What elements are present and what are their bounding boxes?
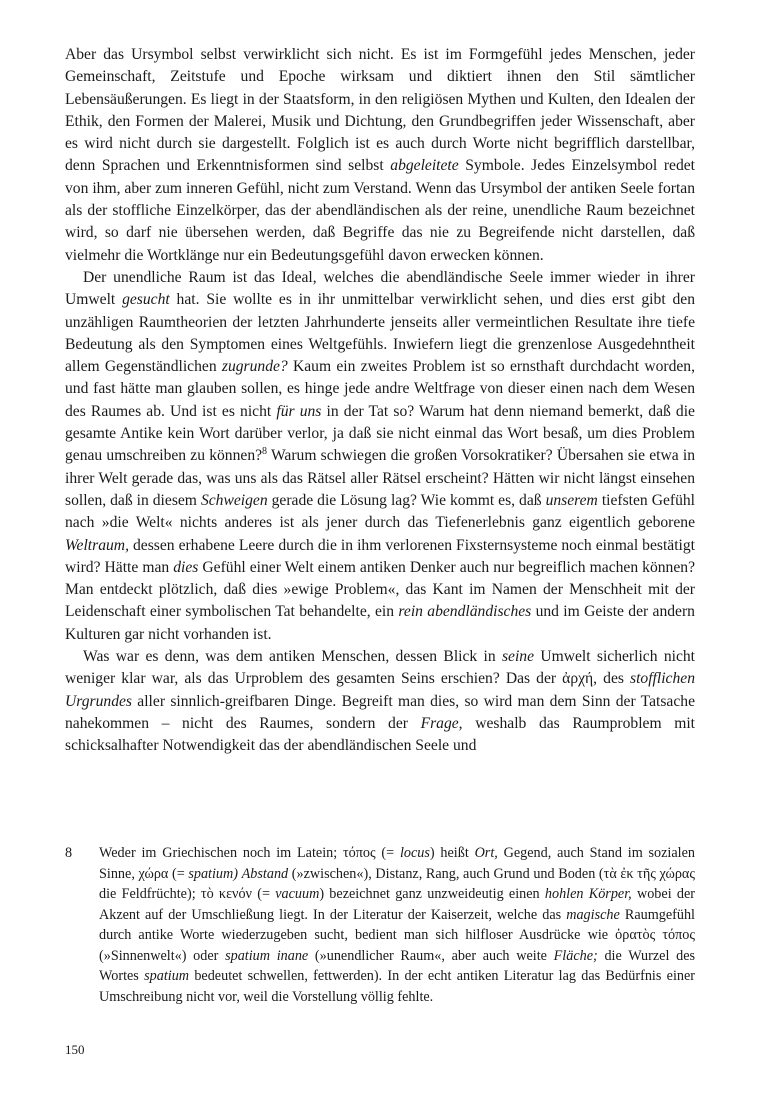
text-run: die Wurzel des Wortes bbox=[99, 947, 696, 984]
emphasis: dies bbox=[173, 558, 199, 576]
text-run: hat. Sie wollte es in ihr unmittelbar verwirklicht sehen, und dies erst gibt den unzähligen Raumtheorien der letzten Jahrhunderte jenseits aller vermeintlichen Resultate ihre tiefe Bedeutung als den Symptomen eines Weltgefühls. Inwiefern liegt die grenzenlose Ausgedehntheit allem Gegenständlichen bbox=[65, 291, 695, 376]
text-run: gerade die Lösung lag? Wie kommt es, daß bbox=[267, 491, 546, 509]
text-run: wobei der Akzent auf der Umschließung liegt. In der Literatur der Kaiserzeit, welche das bbox=[99, 886, 696, 923]
paragraph bbox=[65, 646, 695, 757]
emphasis: vacuum bbox=[275, 886, 320, 902]
emphasis: hohlen Körper, bbox=[544, 886, 632, 902]
emphasis: Schweigen bbox=[200, 491, 268, 509]
text-run: und im Geiste der andern Kulturen gar nicht vorhanden ist. bbox=[65, 603, 695, 643]
footnote-number: 8 bbox=[65, 845, 73, 861]
emphasis: Ort, bbox=[474, 845, 498, 861]
text-run: Raumgefühl durch antike Worte wiederzugeben sucht, bedient man sich hilfloser Ausdrücke wie ὁρατὸς τόπος (»Sinnenwelt«) oder bbox=[99, 906, 696, 964]
emphasis: spatium bbox=[144, 968, 190, 984]
footnote-text bbox=[99, 843, 695, 1007]
text-run: (»zwischen«), Distanz, Rang, auch Grund und Boden (τὰ ἐκ τῆς χώρας die Feldfrüchte); τὸ κενόν (= bbox=[99, 865, 695, 902]
emphasis: rein abendländisches bbox=[398, 603, 532, 621]
footnotes bbox=[65, 843, 695, 1007]
emphasis: für uns bbox=[276, 402, 322, 420]
text-run: Gegend, auch Stand im sozialen Sinne, χώρα (= bbox=[99, 845, 695, 882]
emphasis: spatium) Abstand bbox=[188, 865, 289, 882]
text-run: (»unendlicher Raum«, aber auch weite bbox=[308, 947, 554, 964]
paragraph bbox=[65, 267, 695, 646]
text-run: Gefühl einer Welt einem antiken Denker auch nur begreiflich machen können? Man entdeckt plötzlich, daß dies »ewige Problem«, das Kant im Namen der Menschheit mit der Leidenschaft einer symbolischen Tat behandelte, ein bbox=[65, 558, 695, 621]
text-run: ) bezeichnet ganz unzweideutig einen bbox=[319, 886, 545, 902]
paragraph bbox=[65, 44, 695, 267]
text-run: in der Tat so? Warum hat denn niemand bemerkt, daß die gesamte Antike kein Wort darüber verlor, ja daß sie nicht einmal das Wort besaß, um dies Problem genau umschreiben zu können? bbox=[65, 402, 695, 465]
text-run: Umwelt sicherlich nicht weniger klar war, als das Urproblem des gesamten Seins erschien? Das der ἀρχή, des bbox=[65, 648, 695, 688]
text-run: Symbole. Jedes Einzelsymbol redet von ihm, aber zum inneren Gefühl, nicht zum Verstand. Wenn das Ursymbol der antiken Seele fortan als der stoffliche Einzelkörper, das der abendländischen als der reine, unendliche Raum bezeichnet wird, so darf nie übersehen werden, daß Begriffe das nie zu Begreifende nicht darstellen, daß vielmehr die Wortklänge nur ein Bedeutungsgefühl davon erwecken können. bbox=[65, 157, 695, 264]
emphasis: magische bbox=[566, 906, 620, 923]
emphasis: gesucht bbox=[122, 291, 170, 309]
emphasis: seine bbox=[501, 648, 535, 666]
footnote bbox=[65, 843, 695, 1007]
emphasis: unserem bbox=[545, 491, 598, 509]
text-run: Warum schwiegen die großen Vorsokratiker? Übersahen sie etwa in ihrer Welt gerade das, was uns als das Rätsel aller Rätsel erscheint? Hätten wir nicht längst einsehen sollen, daß in diesem bbox=[65, 447, 695, 509]
emphasis: locus bbox=[399, 845, 430, 861]
emphasis: Frage, bbox=[420, 714, 463, 732]
emphasis: spatium inane bbox=[225, 947, 309, 964]
emphasis: abgeleitete bbox=[390, 157, 459, 175]
footnote-ref: 8 bbox=[262, 446, 268, 458]
text-run: Kaum ein zweites Problem ist so ernsthaft durchdacht worden, und fast hätte man glauben sollen, es hinge jede andre Weltfrage von dieser einen nach dem Wesen des Raumes ab. Und ist es nicht bbox=[65, 358, 695, 420]
emphasis: Weltraum, bbox=[65, 536, 129, 554]
emphasis: stofflichen Urgrundes bbox=[65, 670, 695, 710]
text-run: Was war es denn, was dem antiken Menschen, dessen Blick in bbox=[83, 648, 502, 666]
text-run: ) heißt bbox=[429, 845, 475, 861]
text-run: dessen erhabene Leere durch die in ihm verlorenen Fixsternsysteme noch einmal bestätigt wird? Hätte man bbox=[65, 536, 695, 576]
text-run: Aber das Ursymbol selbst verwirklicht sich nicht. Es ist im Formgefühl jedes Menschen, jeder Gemeinschaft, Zeitstufe und Epoche wirksam und diktiert ihnen den Stil sämtlicher Lebensäußerungen. Es liegt in der Staatsform, in den religiösen Mythen und Kulten, den Idealen der Ethik, den Formen der Malerei, Musik und Dichtung, den Grundbegriffen jeder Wissenschaft, aber es wird nicht durch sie dargestellt. Folglich ist es auch durch Worte nicht begrifflich darstellbar, denn Sprachen und Erkenntnisformen sind selbst bbox=[65, 46, 695, 175]
text-run: tiefsten Gefühl nach »die Welt« nichts anderes ist als jener durch das Tiefenerlebnis ganz eigentlich geborene bbox=[65, 491, 696, 532]
text-run: Der unendliche Raum ist das Ideal, welches die abendländische Seele immer wieder in ihrer Umwelt bbox=[65, 268, 695, 309]
text-run: aller sinnlich-greifbaren Dinge. Begreift man dies, so wird man dem Sinn der Tatsache nahekommen – nicht des Raumes, sondern der bbox=[65, 692, 695, 732]
page-number: 150 bbox=[65, 1042, 85, 1057]
emphasis: Fläche; bbox=[553, 947, 598, 964]
emphasis: zugrunde? bbox=[221, 358, 288, 376]
text-run: weshalb das Raumproblem mit schicksalhafter Notwendigkeit das der abendländischen Seele und bbox=[65, 714, 695, 755]
text-run: bedeutet schwellen, fettwerden). In der echt antiken Literatur lag das Bedürfnis einer Umschreibung nicht vor, weil die Vorstellung völlig fehlte. bbox=[99, 968, 695, 1005]
body-text bbox=[65, 44, 695, 758]
text-run: Weder im Griechischen noch im Latein; τόπος (= bbox=[99, 845, 400, 861]
